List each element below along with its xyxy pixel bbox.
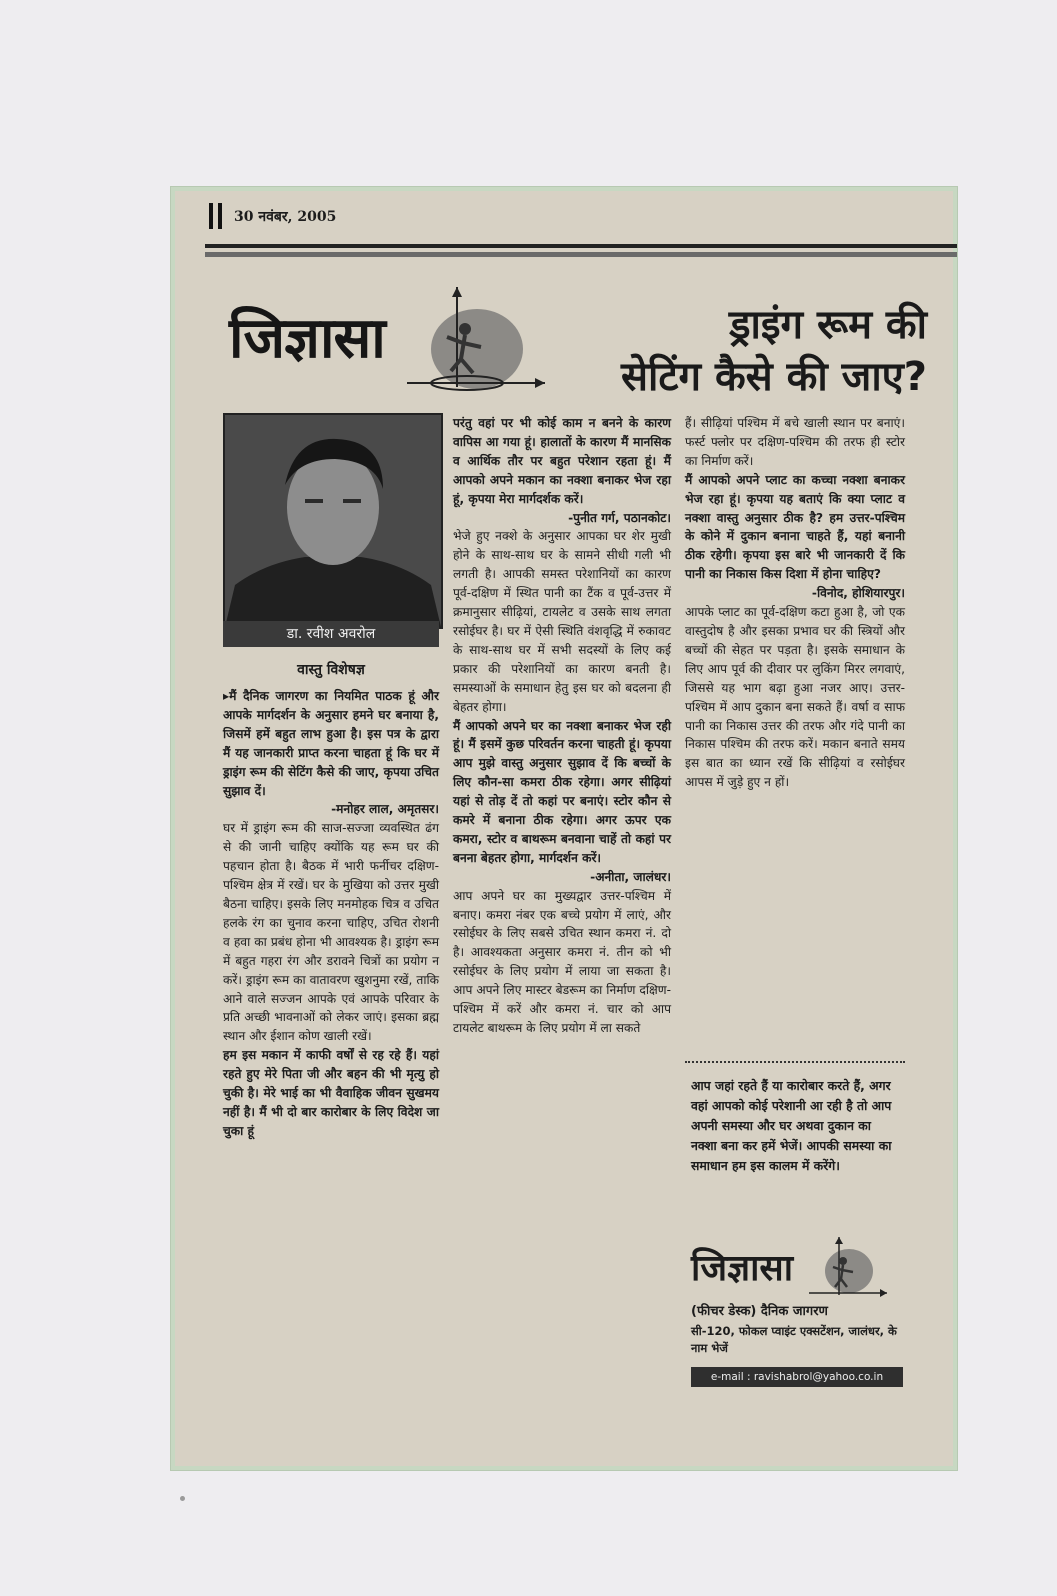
author-photo	[223, 413, 443, 629]
feature-desk: (फीचर डेस्क) दैनिक जागरण	[691, 1304, 828, 1319]
answer-1: घर में ड्राइंग रूम की साज-सज्जा व्यवस्थित ढंग से की जानी चाहिए क्योंकि यह रूम घर की पहचान होता है। बैठक में भारी फर्नीचर दक्षिण-पश्चिम क्षेत्र में रखें। घर के मुखिया को उत्तर मुखी बैठना चाहिए। इसके लिए मनमोहक चित्र व उचित हलके रंग का चुनाव करना चाहिए, उचित रोशनी व हवा का प्रबंध होना भी आवश्यक है। ड्राइंग रूम में बहुत गहरा रंग और डरावने चित्रों का प्रयोग न करें। ड्राइंग रूम का वातावरण खुशनुमा रखें, ताकि आने वाले सज्जन आपके एवं आपके परिवार के प्रति अच्छी भावनाओं को लेकर जाएं। इसका ब्रह्म स्थान और ईशान कोण खाली रखें।	[223, 821, 439, 1044]
date-bar	[209, 203, 336, 229]
column-3	[685, 414, 905, 792]
question-3-signature: -अनीता, जालंधर।	[590, 869, 671, 884]
footer-brand: जिज्ञासा	[691, 1248, 794, 1289]
question-1-signature: -मनोहर लाल, अमृतसर।	[331, 802, 439, 817]
submission-invite: आप जहां रहते हैं या कारोबार करते हैं, अगर वहां आपको कोई परेशानी आ रही है तो आप अपनी समस्या और घर अथवा दुकान का नक्शा बना कर हमें भेजें। आपकी समस्या का समाधान हम इस कालम में करेंगे।	[691, 1078, 892, 1173]
top-rule-thick	[205, 252, 957, 257]
issue-date: 30 नवंबर, 2005	[234, 208, 337, 225]
archer-emblem-small-icon	[809, 1237, 889, 1301]
question-4: मैं आपको अपने प्लाट का कच्चा नक्शा बनाकर भेज रहा हूं। कृपया यह बताएं कि क्या प्लाट व नक्शा वास्तु अनुसार ठीक है? हम उत्तर-पश्चिम के कोने में दुकान बनाना चाहते हैं, यहां बनानी ठीक रहेगी। कृपया इस बारे भी जानकारी दें कि पानी का निकास किस दिशा में होना चाहिए?	[685, 472, 905, 582]
answer-3: आप अपने घर का मुख्यद्वार उत्तर-पश्चिम में बनाए। कमरा नंबर एक बच्चे प्रयोग में लाएं, और रसोईघर के लिए सबसे उचित स्थान कमरा नं. दो है। आवश्यकता अनुसार कमरा नं. तीन को भी रसोईघर के लिए प्रयोग में लाया जा सकता है। आप अपने लिए मास्टर बेडरूम का निर्माण दक्षिण-पश्चिम में करें और कमरा नं. चार को आप टायलेट बाथरूम के लिए प्रयोग में ला सकते	[453, 888, 671, 1035]
question-2: हम इस मकान में काफी वर्षों से रह रहे हैं। यहां रहते हुए मेरे पिता जी और बहन की भी मृत्यु हो चुकी है। मेरे भाई का भी वैवाहिक जीवन सुखमय नहीं है। मैं भी दो बार कारोबार के लिए विदेश जा चुका हूं	[223, 1048, 439, 1138]
answer-4: आपके प्लाट का पूर्व-दक्षिण कटा हुआ है, जो एक वास्तुदोष है और इसका प्रभाव घर की स्त्रियों और बच्चों की सेहत पर पड़ता है। इसके समाधान के लिए आप पूर्व की दीवार पर लुकिंग मिरर लगवाएं, जिससे यह भाग बढ़ा हुआ नजर आए। उत्तर-पश्चिम में आप दुकान बना सकते हैं। वर्षा व साफ पानी का निकास उत्तर की तरफ और गंदे पानी का निकास पश्चिम की तरफ करें। मकान बनाते समय इस बात का ध्यान रखें कि सीढ़ियां व रसोईघर आपस में जुड़े हुए न हों।	[685, 605, 905, 790]
column-1	[223, 687, 439, 1141]
headline	[621, 299, 927, 403]
question-2-signature: -पुनीत गर्ग, पठानकोट।	[568, 510, 671, 525]
column-brand: जिज्ञासा	[229, 306, 385, 371]
author-title: वास्तु विशेषज्ञ	[297, 662, 365, 678]
question-4-signature: -विनोद, होशियारपुर।	[811, 586, 905, 601]
top-rule	[205, 244, 957, 248]
author-name: डा. रवीश अवरोल	[223, 621, 439, 647]
email-address: e-mail : ravishabrol@yahoo.co.in	[691, 1367, 903, 1387]
column-2	[453, 414, 671, 1038]
archer-emblem-icon	[407, 287, 547, 397]
answer-3-continued: हैं। सीढ़ियां पश्चिम में बचे खाली स्थान पर बनाएं। फर्स्ट फ्लोर पर दक्षिण-पश्चिम की तरफ ही स्टोर का निर्माण करें।	[685, 416, 905, 468]
question-1: ▸मैं दैनिक जागरण का नियमित पाठक हूं और आपके मार्गदर्शन के अनुसार हमने घर बनाया है, जिसमें हमें बहुत लाभ हुआ है। इस पत्र के द्वारा मैं यह जानकारी प्राप्त करना चाहता हूं कि घर में ड्राइंग रूम की सेटिंग कैसे की जाए, कृपया उचित सुझाव दें।	[223, 689, 439, 798]
scan-speck	[180, 1496, 185, 1501]
section-marker	[209, 203, 222, 229]
question-2-continued: परंतु वहां पर भी कोई काम न बनने के कारण वापिस आ गया हूं। हालातों के कारण मैं मानसिक व आर्थिक तौर पर बहुत परेशान रहता हूं। मैं आपको अपने मकान का नक्शा बनाकर भेज रहा हूं, कृपया मेरा मार्गदर्शक करें।	[453, 416, 671, 506]
answer-2: भेजे हुए नक्शे के अनुसार आपका घर शेर मुखी होने के साथ-साथ घर के सामने सीधी गली भी लगती है। आपकी समस्त परेशानियों का कारण पूर्व-दक्षिण में स्थित पानी का टैंक व पूर्व-उत्तर में क्रमानुसार सीढ़ियां, टायलेट व उसके साथ लगता रसोईघर है। घर में ऐसी स्थिति वंशवृद्धि में रुकावट के साथ-साथ घर में सभी सदस्यों के लिए कई प्रकार की परेशानियों का कारण बनती है। समस्याओं के समाधान हेतु इस घर को बदलना ही बेहतर होगा।	[453, 529, 671, 714]
dotted-divider	[685, 1061, 905, 1063]
newspaper-clipping	[170, 186, 958, 1471]
postal-address: सी-120, फोकल प्वाइंट एक्सटेंशन, जालंधर, के नाम भेजें	[691, 1324, 897, 1355]
headline-line-2: सेटिंग कैसे की जाए?	[620, 354, 927, 400]
question-3: मैं आपको अपने घर का नक्शा बनाकर भेज रही हूं। मैं इसमें कुछ परिवर्तन करना चाहती हूं। कृपया आप मुझे वास्तु अनुसार सुझाव दें कि बच्चों के लिए कौन-सा कमरा ठीक रहेगा। अगर सीढ़ियां यहां से तोड़ दें तो कहां पर बनाएं। स्टोर कौन से कमरे में बनाना ठीक रहेगा। अगर ऊपर एक कमरा, स्टोर व बाथरूम बनवाना चाहें तो कहां पर बनना बेहतर होगा, मार्गदर्शन करें।	[453, 718, 671, 865]
headline-line-1: ड्राइंग रूम की	[729, 302, 927, 348]
